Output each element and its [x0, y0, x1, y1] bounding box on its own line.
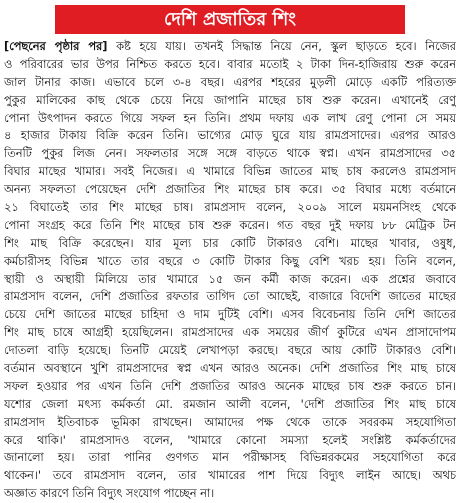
headline: দেশি প্রজাতির শিং — [164, 8, 296, 30]
article-line: রামপ্রসাদ ইতিবাচক ভূমিকা রাখছেন। আমাদের পক্ষ থেকে তাকে সবরকম সহযোগিতা — [4, 415, 456, 429]
article-line: শিং মাছ বিক্রি করেছেন। যার মূল্য চার কোটি টাকারও বেশি। মাছের খাবার, ওষুধ, — [4, 236, 456, 250]
article-line: শিং মাছ চাষে আগ্রহী হয়েছিলেন। রামপ্রসাদের এক সময়ের জীর্ণ কুটিরে এখন প্রাসাদোপম — [4, 326, 456, 340]
article-line: করে থাকি।' রামপ্রসাদও বলেন, 'খামারে কোনো সমস্যা হলেই সংশ্লিষ্ট কর্মকর্তাদের — [4, 433, 456, 447]
article-line-text: কষ্ট হয়ে যায়। তখনই সিদ্ধান্ত নিয়ে নেন, স্কুল ছাড়তে হবে। নিজের — [107, 40, 456, 53]
article-line: ও পরিবারের ভার উপর নিশ্চিত করতে হবে। বাবার মতোই ২ টাকা দিন-হাজিরায় শুরু করেন — [4, 57, 456, 71]
article-line: অনন্য সফলতা পেয়েছেন দেশি প্রজাতির শিং মাছের চাষ করে। ৩৫ বিঘার মধ্যে বর্তমানে — [4, 183, 456, 197]
article-line: জানালো হয়। তারা পানির গুণগত মান পরীক্ষাসহ বিভিন্নরকমের সহযোগিতা করে — [4, 451, 456, 465]
article-line: রামপ্রসাদ বলেন, দেশি প্রজাতির রফতার তাগিদ তো আছেই, বাজারে বিদেশি জাতের মাছের — [4, 290, 456, 304]
article-line: বিঘার মাছের খামার। সবই নিজের। এ খামারে বিভিন্ন জাতের মাছ চাষ করলেও রামপ্রসাদ — [4, 165, 456, 179]
article-line — [4, 38, 456, 56]
article-line: দোতলা বাড়ি হয়েছে। তিনটি মেয়েই লেখাপড়া করছে। বছরে আয় কোটি টাকারও বেশি। — [4, 344, 456, 358]
headline-banner — [55, 5, 405, 34]
article-line: কর্মচারীসহ বিভিন্ন খাতে তার বছরে ৩ কোটি টাকার কিছু বেশি খরচ হয়। তিনি বলেন, — [4, 254, 456, 268]
article-line: চেয়ে দেশি জাতের মাছের চাহিদা ও দাম দুটিই বেশি। এসব বিবেচনায় তিনি দেশি জাতের — [4, 308, 456, 322]
article-line: পোনা উৎপাদন করতে গিয়ে সফল হন তিনি। প্রথম দফায় এক লাখ রেণু পোনা সে সময় — [4, 111, 456, 125]
article-line: সফল হওয়ার পর এখন তিনি দেশি প্রজাতির আরও অনেক মাছের চাষ শুরু করতে চান। — [4, 379, 456, 393]
article-line: থাকেন।' তবে রামপ্রসাদ বলেন, তার খামারের পাশ দিয়ে বিদ্যুৎ লাইন আছে। অথচ — [4, 469, 456, 483]
article-line: স্থায়ী ও অস্থায়ী মিলিয়ে তার খামারে ১৫ জন কর্মী কাজ করেন। এক প্রশ্নের জবাবে — [4, 272, 456, 286]
article-line: অজ্ঞাত কারণে তিনি বিদ্যুৎ সংযোগ পাচ্ছেন না। — [4, 487, 215, 501]
article-line: পুকুর মালিকের কাছ থেকে চেয়ে নিয়ে জাপানি মাছের চাষ শুরু করেন। এখানেই রেণু — [4, 93, 456, 107]
article-line: বর্তমান অবস্থানে খুশি রামপ্রসাদের স্বপ্ন এখন আরও অনেক। দেশি প্রজাতির শিং মাছ চাষে — [4, 362, 456, 376]
continuation-label: [পেছনের পৃষ্ঠার পর] — [4, 40, 108, 53]
article-line: তিনটি পুকুর লিজ নেন। সফলতার সঙ্গে সঙ্গে বাড়তে থাকে স্বপ্ন। এখন রামপ্রসাদের ৩৫ — [4, 147, 456, 161]
article-body — [4, 38, 456, 503]
article-line: পোনা সংগ্রহ করে তিনি শিং মাছের চাষ শুরু করেন। গত বছর দুই দফায় ৮৮ মেট্রিক টন — [4, 218, 456, 232]
article-line: যশোর জেলা মৎস্য কর্মকর্তা মো. রমজান আলী বলেন, 'দেশি প্রজাতির শিং মাছ চাষে — [4, 397, 456, 411]
article-line: ৪ হাজার টাকায় বিক্রি করেন তিনি। ভাগ্যের মোড় ঘুরে যায় রামপ্রসাদের। এরপর আরও — [4, 129, 456, 143]
article-line: জাল টানার কাজ। এভাবে চলে ৩-৪ বছর। এরপর শহরের মুড়লী মোড়ে একটি পরিত্যক্ত — [4, 75, 456, 89]
article-line: ২১ বিঘাতেই তার শিং মাছের চাষ। রামপ্রসাদ বলেন, ২০০৯ সালে ময়মনসিংহ থেকে — [4, 201, 456, 215]
